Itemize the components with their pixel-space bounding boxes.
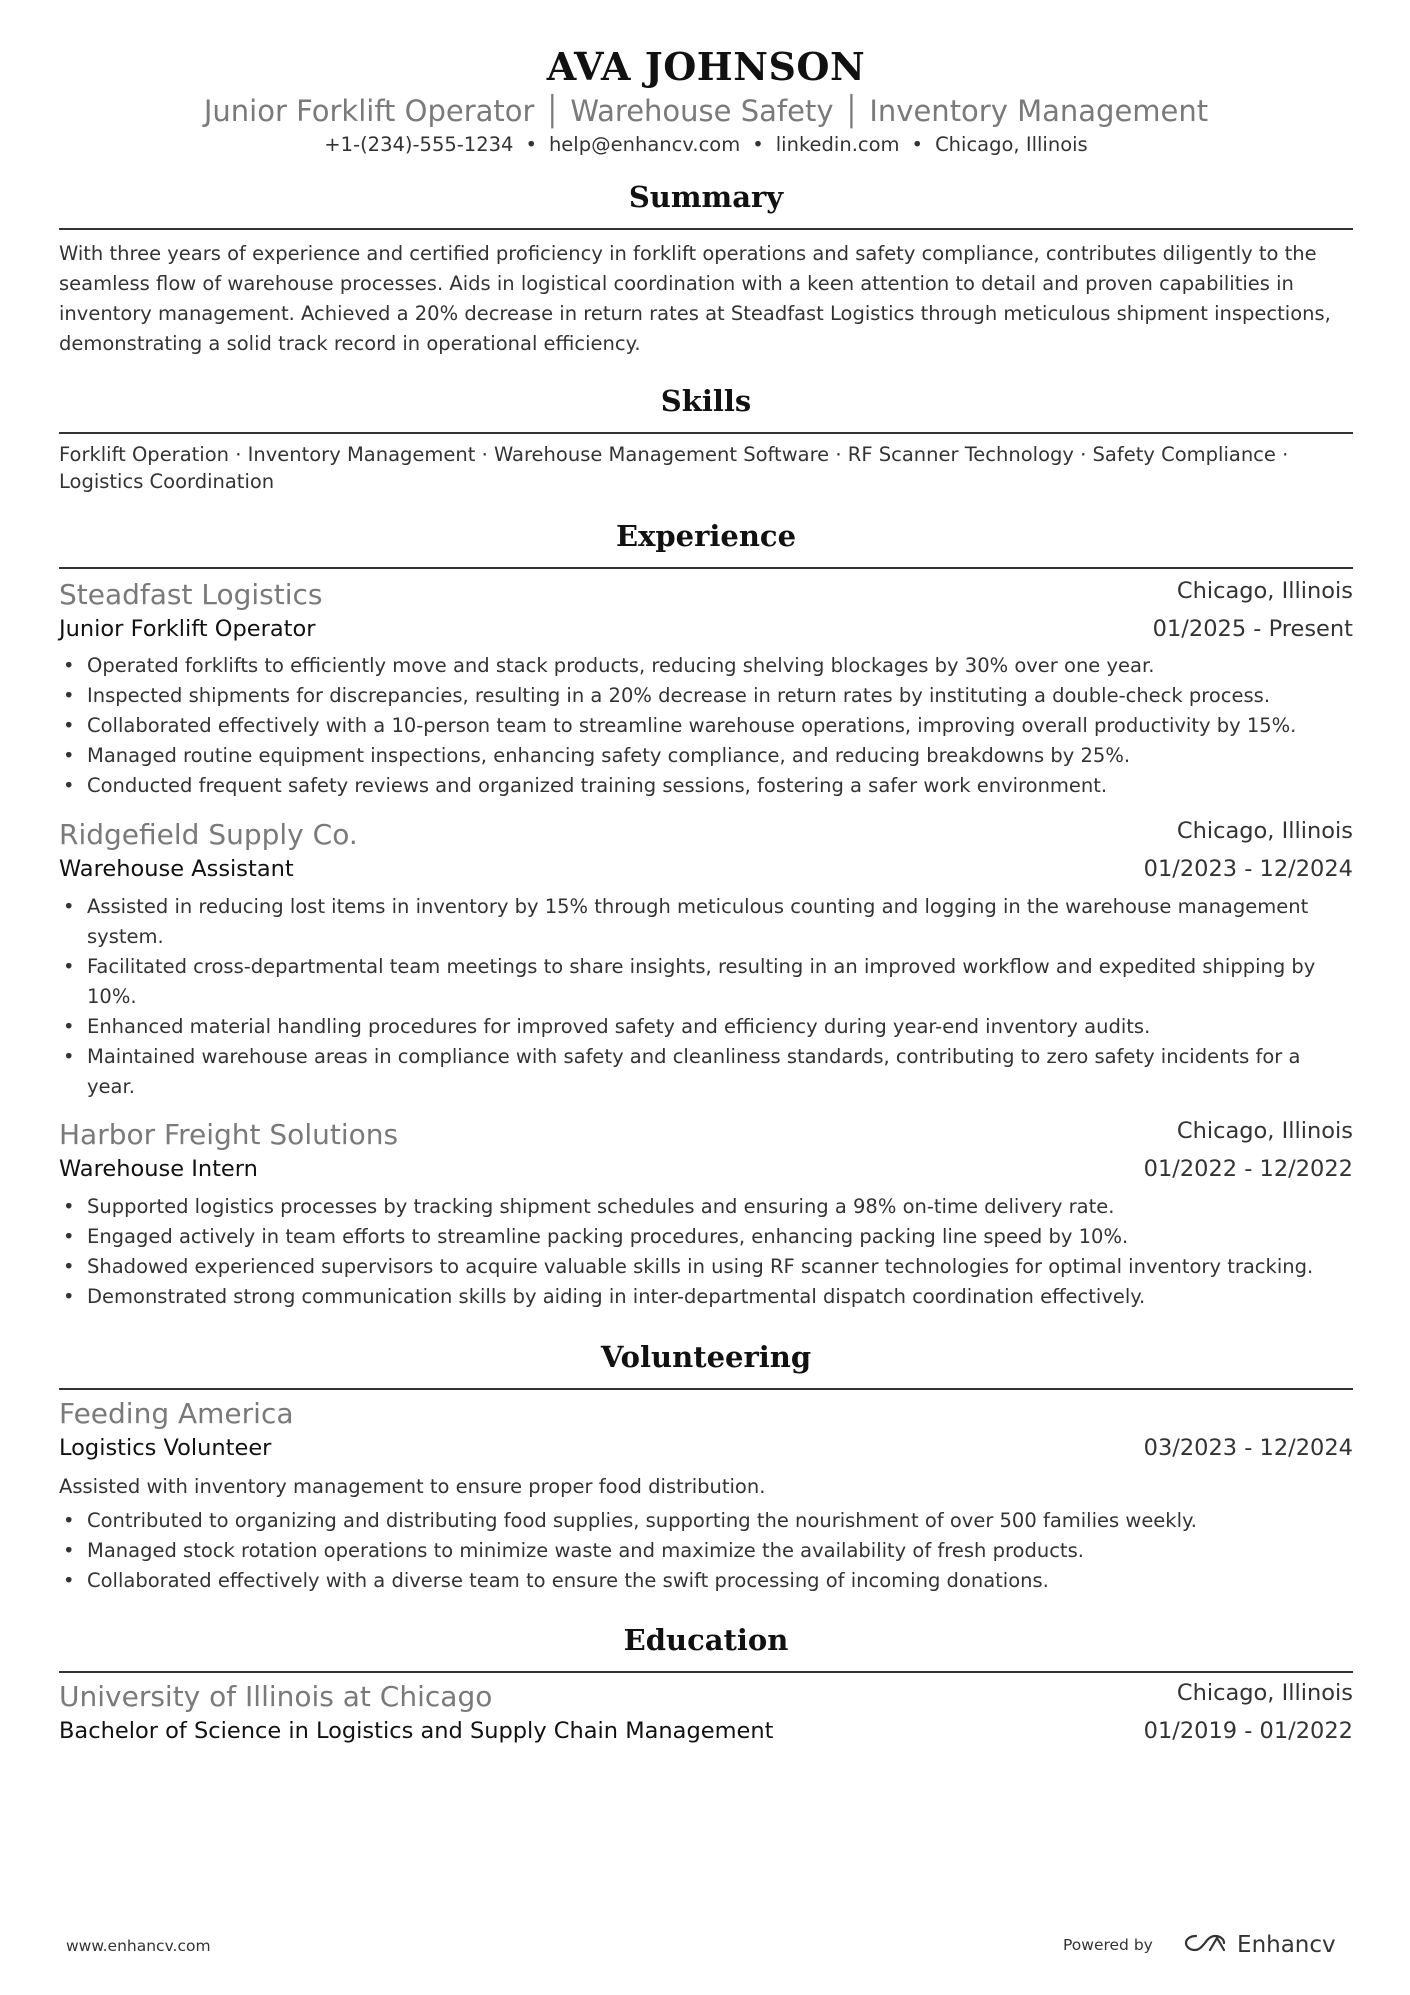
- contact-separator: •: [525, 133, 537, 156]
- section-title-experience: Experience: [615, 519, 797, 553]
- list-item: • Operated forklifts to efficiently move and stack products, reducing shelving blockages by 30% over one year.: [63, 654, 1155, 677]
- contact-location: Chicago, Illinois: [935, 133, 1088, 156]
- job-dates: 01/2022 - 12/2022: [1143, 1156, 1353, 1182]
- contact-linkedin[interactable]: linkedin.com: [775, 133, 900, 156]
- job-dates: 01/2025 - Present: [1152, 616, 1353, 642]
- list-item: • Managed routine equipment inspections, enhancing safety compliance, and reducing breakdowns by 25%.: [63, 744, 1131, 767]
- contact-email[interactable]: help@enhancv.com: [548, 133, 741, 156]
- job-dates: 01/2023 - 12/2024: [1143, 856, 1353, 882]
- job-title: Warehouse Intern: [59, 1156, 258, 1182]
- list-item: • Conducted frequent safety reviews and organized training sessions, fostering a safer work environment.: [63, 774, 1108, 797]
- job-company: Harbor Freight Solutions: [59, 1118, 399, 1151]
- list-item: • Inspected shipments for discrepancies, resulting in a 20% decrease in return rates by instituting a double-check process.: [63, 684, 1271, 707]
- contact-separator: •: [752, 133, 764, 156]
- contact-separator: •: [911, 133, 924, 156]
- list-item: • Supported logistics processes by tracking shipment schedules and ensuring a 98% on-time delivery rate.: [63, 1195, 1115, 1218]
- footer-branding[interactable]: [1063, 1932, 1336, 1958]
- education-school: University of Illinois at Chicago: [59, 1680, 493, 1713]
- volunteer-bullets: [59, 1506, 1353, 1596]
- list-item: • Maintained warehouse areas in compliance with safety and cleanliness standards, contributing to zero safety incidents for a year.: [63, 1045, 1301, 1098]
- education-dates: 01/2019 - 01/2022: [1143, 1718, 1353, 1744]
- job-title: Warehouse Assistant: [59, 856, 294, 882]
- job-location: Chicago, Illinois: [1176, 1118, 1353, 1144]
- job-location: Chicago, Illinois: [1176, 578, 1353, 604]
- job-title: Junior Forklift Operator: [59, 616, 316, 642]
- list-item: • Shadowed experienced supervisors to acquire valuable skills in using RF scanner technologies for optimal inventory tracking.: [63, 1255, 1314, 1278]
- section-divider: [59, 228, 1353, 230]
- section-title-skills: Skills: [660, 384, 752, 418]
- list-item: • Demonstrated strong communication skills by aiding in inter-departmental dispatch coordination effectively.: [63, 1285, 1146, 1308]
- summary-text: With three years of experience and certified proficiency in forklift operations and safety compliance, contributes diligently to the seamless flow of warehouse processes. Aids in logistical coordination with a keen attention to detail and proven capabilities in inventory management. Achieved a 20% decrease in return rates at Steadfast Logistics through meticulous shipment inspections, demonstrating a solid track record in operational efficiency.: [59, 242, 1331, 355]
- skills-list: Forklift Operation · Inventory Management · Warehouse Management Software · RF Scanner Technology · Safety Compliance · Logistics Coordination: [59, 443, 1289, 493]
- list-item: • Collaborated effectively with a diverse team to ensure the swift processing of incoming donations.: [63, 1569, 1049, 1592]
- volunteer-role: Logistics Volunteer: [59, 1435, 272, 1461]
- section-divider: [59, 1671, 1353, 1673]
- list-item: • Managed stock rotation operations to minimize waste and maximize the availability of fresh products.: [63, 1539, 1084, 1562]
- job-company: Ridgefield Supply Co.: [59, 818, 358, 851]
- job-company: Steadfast Logistics: [59, 578, 323, 611]
- enhancv-logo-icon: [1184, 1932, 1226, 1958]
- job-bullets: [59, 651, 1353, 801]
- section-title-education: Education: [623, 1623, 789, 1657]
- candidate-headline: Junior Forklift Operator │ Warehouse Safety │ Inventory Management: [203, 94, 1209, 128]
- section-title-summary: Summary: [628, 180, 784, 214]
- enhancv-brand-name: Enhancv: [1237, 1932, 1336, 1958]
- education-location: Chicago, Illinois: [1176, 1680, 1353, 1706]
- education-degree: Bachelor of Science in Logistics and Supply Chain Management: [59, 1718, 774, 1744]
- job-location: Chicago, Illinois: [1176, 818, 1353, 844]
- section-title-volunteering: Volunteering: [600, 1340, 812, 1374]
- volunteer-description: Assisted with inventory management to ensure proper food distribution.: [59, 1475, 766, 1498]
- section-divider: [59, 432, 1353, 434]
- powered-by-label: Powered by: [1063, 1936, 1153, 1954]
- list-item: • Contributed to organizing and distributing food supplies, supporting the nourishment of over 500 families weekly.: [63, 1509, 1197, 1532]
- list-item: • Engaged actively in team efforts to streamline packing procedures, enhancing packing line speed by 10%.: [63, 1225, 1129, 1248]
- volunteer-dates: 03/2023 - 12/2024: [1143, 1435, 1353, 1461]
- list-item: • Enhanced material handling procedures for improved safety and efficiency during year-end inventory audits.: [63, 1015, 1151, 1038]
- footer-website-link[interactable]: www.enhancv.com: [66, 1937, 211, 1955]
- contact-line: [59, 133, 1353, 156]
- volunteer-org: Feeding America: [59, 1397, 294, 1430]
- job-bullets: [59, 892, 1353, 1102]
- job-bullets: [59, 1192, 1353, 1312]
- list-item: • Assisted in reducing lost items in inventory by 15% through meticulous counting and logging in the warehouse management system.: [63, 895, 1309, 948]
- candidate-name: AVA JOHNSON: [546, 44, 866, 89]
- section-divider: [59, 567, 1353, 569]
- list-item: • Collaborated effectively with a 10-person team to streamline warehouse operations, improving overall productivity by 15%.: [63, 714, 1297, 737]
- contact-phone[interactable]: +1-(234)-555-1234: [324, 133, 514, 156]
- list-item: • Facilitated cross-departmental team meetings to share insights, resulting in an improved workflow and expedited shipping by 10%.: [63, 955, 1316, 1008]
- section-divider: [59, 1388, 1353, 1390]
